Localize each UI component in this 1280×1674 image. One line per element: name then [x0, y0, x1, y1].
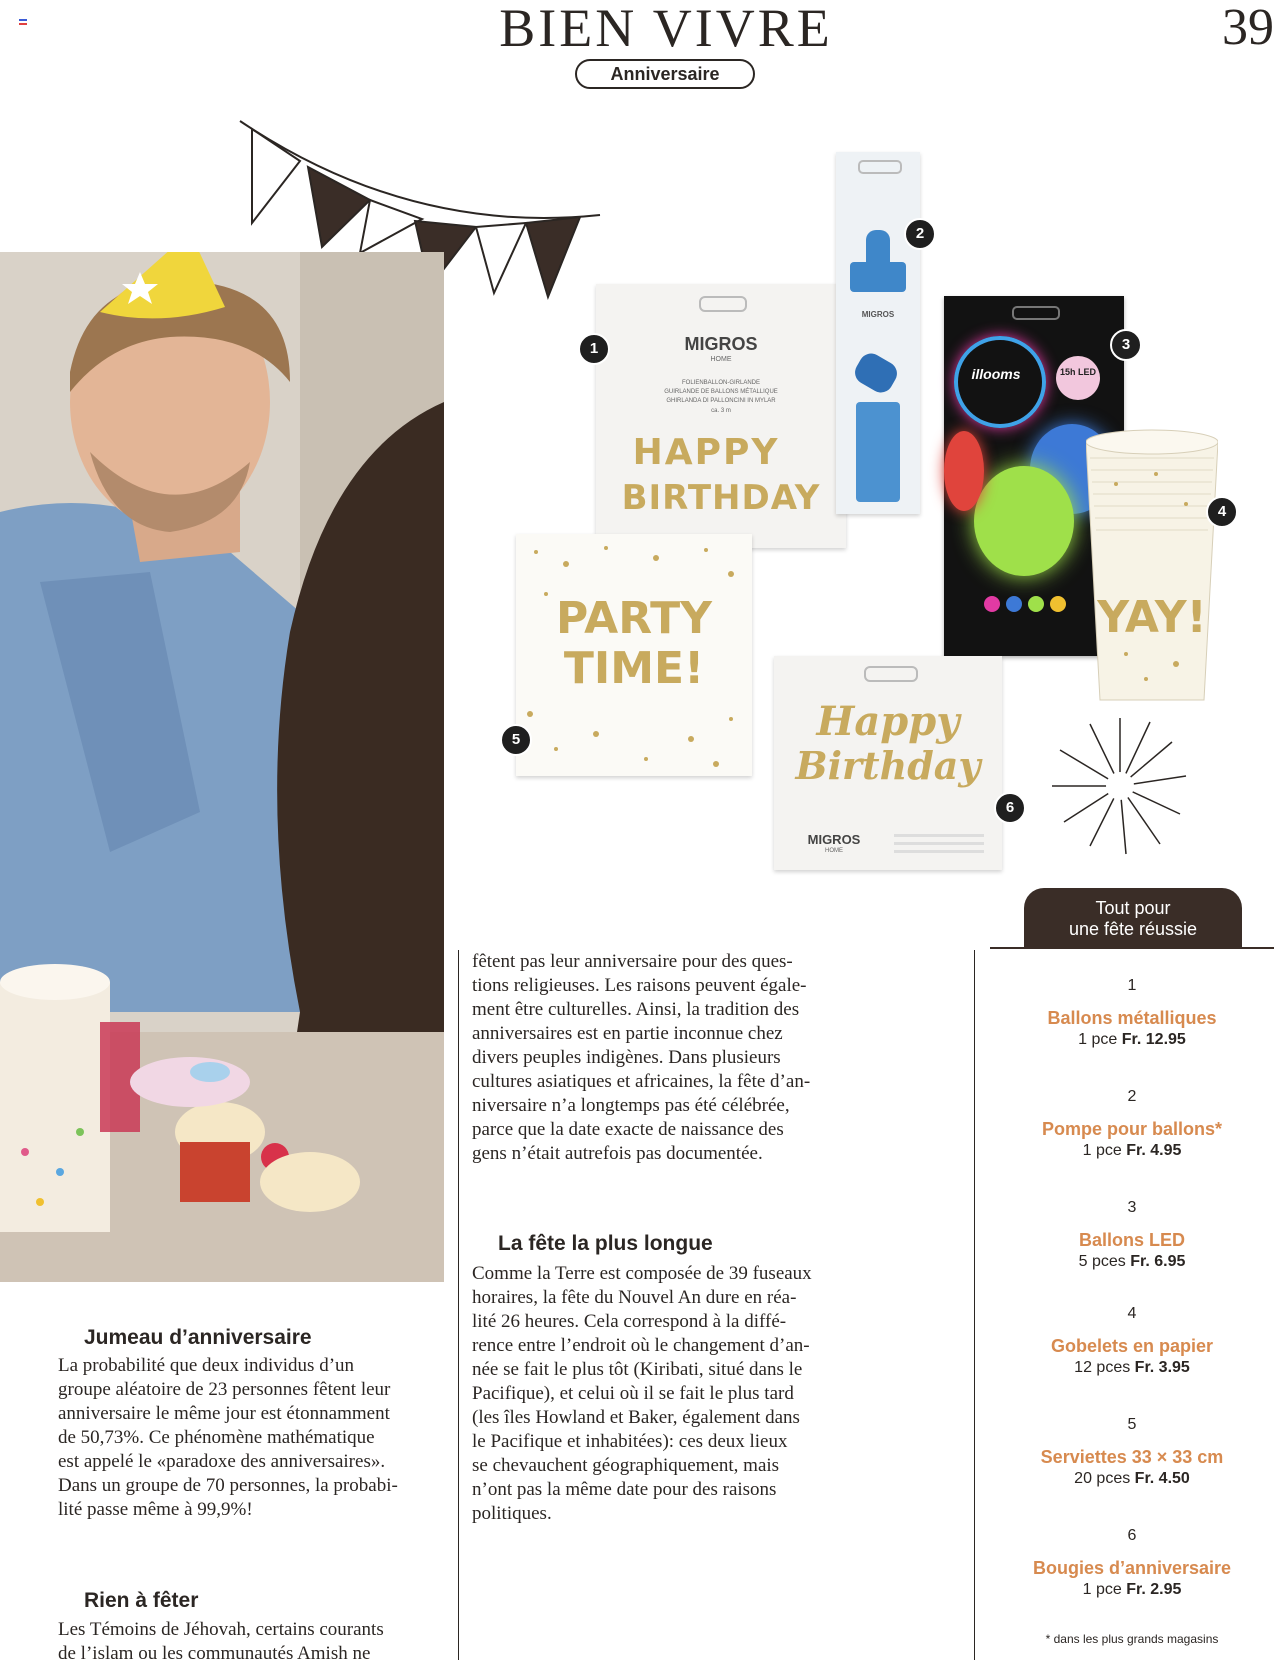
- price-item: [990, 1415, 1274, 1489]
- price-item-name: Serviettes 33 × 33 cm: [1040, 1447, 1224, 1467]
- price-item-number: 6: [1127, 1527, 1137, 1544]
- p6-script-happy: Happy: [816, 698, 960, 745]
- product-badge-2: 2: [904, 218, 936, 250]
- column-divider-right: [974, 950, 975, 1660]
- price-item-name: Ballons LED: [1078, 1230, 1185, 1250]
- p6-sub: HOME: [825, 848, 843, 854]
- text-line: anniversaires est en partie inconnue chez: [472, 1023, 783, 1044]
- price-footnote: * dans les plus grands magasins: [1045, 1632, 1219, 1646]
- text-line: tions religieuses. Les raisons peuvent égale-: [472, 975, 807, 996]
- text-line: lité passe même à 99,9%!: [58, 1499, 253, 1520]
- text-line: ment être culturelles. Ainsi, la tradition des: [472, 999, 800, 1020]
- text-line: niversaire n’a longtemps pas été célébrée,: [472, 1095, 790, 1116]
- price-item-name: Bougies d’anniversaire: [1032, 1558, 1232, 1578]
- p1-word-birthday: BIRTHDAY: [621, 478, 821, 518]
- product-badge-3: 3: [1110, 329, 1142, 361]
- section-pill: Anniversaire: [575, 59, 755, 89]
- text-line: gens n’était autrefois pas documentée.: [472, 1143, 763, 1164]
- price-list-header: [1024, 888, 1242, 948]
- price-item: [990, 1087, 1274, 1161]
- p5-word-party: PARTY: [555, 593, 713, 644]
- price-item-detail: 12 pces Fr. 3.95: [1074, 1359, 1190, 1376]
- text-line: lité 26 heures. Cela correspond à la diffé-: [472, 1311, 787, 1332]
- article-jumeau-text: [58, 1354, 458, 1522]
- heading-jumeau: Jumeau d’anniversaire: [84, 1326, 312, 1349]
- column-divider-left: [458, 950, 459, 1660]
- product-badge-5: 5: [500, 724, 532, 756]
- article-rien-text: [58, 1618, 458, 1666]
- product-balloon-pump: [836, 152, 920, 514]
- text-line: de 50,73%. Ce phénomène mathématique: [58, 1427, 375, 1448]
- price-item: [990, 1304, 1274, 1378]
- p1-length: ca. 3 m: [711, 408, 731, 414]
- price-item-number: 2: [1127, 1088, 1137, 1105]
- product-birthday-candles: [774, 656, 1002, 870]
- price-item-number: 3: [1127, 1199, 1137, 1216]
- text-line: fêtent pas leur anniversaire pour des ques-: [472, 951, 793, 972]
- p1-desc3: GHIRLANDA DI PALLONCINI IN MYLAR: [666, 398, 776, 404]
- p4-word: YAY!: [1097, 592, 1207, 643]
- text-line: Comme la Terre est composée de 39 fuseaux: [472, 1263, 812, 1284]
- text-line: Dans un groupe de 70 personnes, la probabi-: [58, 1475, 398, 1496]
- price-item-number: 4: [1127, 1305, 1137, 1322]
- p1-desc2: GUIRLANDE DE BALLONS MÉTALLIQUE: [664, 389, 778, 395]
- heading-rien: Rien à fêter: [84, 1589, 199, 1612]
- page-number: 39: [1222, 0, 1274, 56]
- price-header-line2: une fête réussie: [1068, 919, 1198, 939]
- p5-word-time: TIME!: [563, 643, 705, 694]
- price-item-number: 5: [1127, 1416, 1137, 1433]
- text-line: n’ont pas la même date pour des raisons: [472, 1479, 777, 1500]
- price-item-number: 1: [1127, 977, 1137, 994]
- p3-brand: illooms: [971, 366, 1021, 382]
- text-line: cultures asiatiques et africaines, la fête d’an-: [472, 1071, 811, 1092]
- p1-word-happy: HAPPY: [632, 432, 780, 473]
- birthday-party-photo: [0, 252, 444, 1282]
- text-line: groupe aléatoire de 23 personnes fêtent leur: [58, 1379, 391, 1400]
- price-item-detail: 1 pce Fr. 2.95: [1082, 1581, 1182, 1598]
- text-line: se chevauchent géographiquement, mais: [472, 1455, 780, 1476]
- p1-brand: MIGROS: [684, 334, 758, 354]
- text-line: La probabilité que deux individus d’un: [58, 1355, 355, 1376]
- text-line: Les Témoins de Jéhovah, certains courants: [58, 1619, 384, 1640]
- text-line: divers peuples indigènes. Dans plusieurs: [472, 1047, 781, 1068]
- price-item: [990, 1198, 1274, 1272]
- price-item-detail: 5 pces Fr. 6.95: [1078, 1253, 1186, 1270]
- price-item-detail: 1 pce Fr. 4.95: [1082, 1142, 1182, 1159]
- price-header-line1: Tout pour: [1095, 898, 1171, 918]
- price-item-name: Pompe pour ballons*: [1041, 1119, 1223, 1139]
- price-item-name: Ballons métalliques: [1047, 1008, 1217, 1028]
- magazine-section-title: BIEN VIVRE: [499, 0, 833, 58]
- text-line: de l’islam ou les communautés Amish ne: [58, 1643, 371, 1664]
- price-item: [990, 1526, 1274, 1600]
- p3-badge: 15h LED: [1056, 356, 1100, 400]
- text-line: horaires, la fête du Nouvel An dure en réa-: [472, 1287, 797, 1308]
- p1-sub: HOME: [710, 356, 732, 363]
- text-line: est appelé le «paradoxe des anniversaires».: [58, 1451, 386, 1472]
- price-list-rule: [990, 947, 1274, 949]
- product-napkins: [516, 534, 752, 776]
- text-line: anniversaire le même jour est étonnamment: [58, 1403, 390, 1424]
- article-rien-continued: [472, 950, 882, 1166]
- p1-desc1: FOLIENBALLON-GIRLANDE: [681, 380, 761, 386]
- product-paper-cups: [1086, 424, 1218, 704]
- sparkle-burst-icon: [1050, 716, 1190, 856]
- text-line: née se fait le plus tôt (Kiribati, situé dans le: [472, 1359, 803, 1380]
- p6-script-birthday: Birthday: [795, 743, 981, 788]
- product-badge-6: 6: [994, 792, 1026, 824]
- p2-brand: MIGROS: [861, 310, 895, 319]
- heading-longue: La fête la plus longue: [498, 1232, 713, 1255]
- article-longue-text: [472, 1262, 882, 1526]
- product-badge-1: 1: [578, 333, 610, 365]
- text-line: rence entre l’endroit où le changement d’an-: [472, 1335, 810, 1356]
- p6-brand: MIGROS: [807, 832, 861, 847]
- price-item-detail: 1 pce Fr. 12.95: [1078, 1031, 1186, 1048]
- price-item-name: Gobelets en papier: [1050, 1336, 1214, 1356]
- text-line: politiques.: [472, 1503, 552, 1524]
- text-line: parce que la date exacte de naissance des: [472, 1119, 784, 1140]
- text-line: le Pacifique et inhabitées): ces deux lieux: [472, 1431, 788, 1452]
- price-item-detail: 20 pces Fr. 4.50: [1074, 1470, 1190, 1487]
- product-balloon-garland: [596, 284, 846, 548]
- text-line: Pacifique), et celui où il se fait le plus tard: [472, 1383, 794, 1404]
- text-line: (les îles Howland et Baker, également dans: [472, 1407, 800, 1428]
- price-item: [990, 976, 1274, 1050]
- product-badge-4: 4: [1206, 496, 1238, 528]
